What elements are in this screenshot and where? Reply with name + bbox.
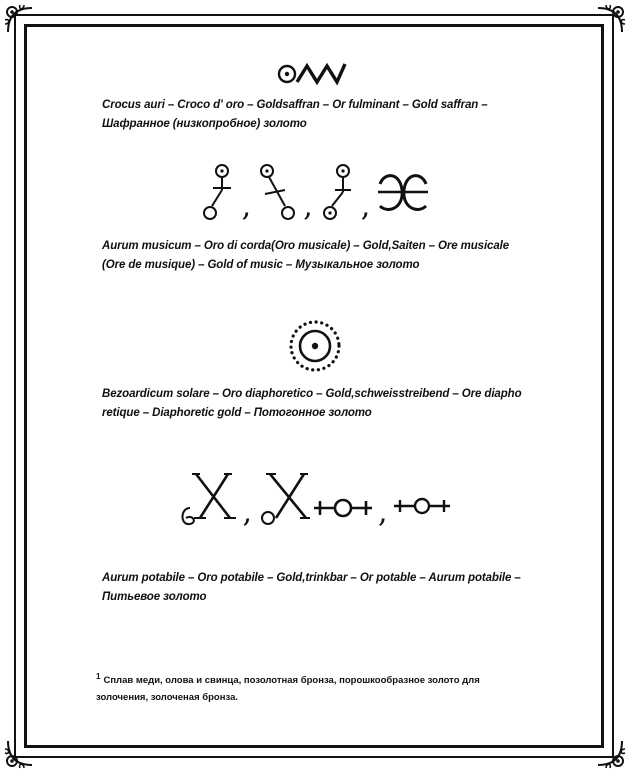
cross-circle-cross-symbol-icon: [392, 468, 452, 530]
dotted-sun-circle-icon: [287, 318, 343, 374]
symbol-separator: ,: [360, 189, 371, 224]
gold-tin-symbol-icon: [198, 162, 238, 224]
entry-aurum-musicum: [102, 237, 572, 275]
footnote-line: [96, 668, 566, 689]
entry-text-line: Шафранное (низкопробное) золото: [102, 118, 307, 130]
corner-ornament-icon: [594, 2, 628, 36]
footnote-line: золочения, золоченая бронза.: [96, 692, 238, 704]
entry-text-line: Bezoardicum solare – Oro diaphoretico – Gold,schweisstreibend – Ore diapho: [102, 388, 522, 400]
gold-copper-symbol-icon: [317, 162, 357, 224]
corner-ornament-icon: [2, 737, 36, 771]
aurum-musicum-ligature-icon: [374, 162, 432, 224]
entry-text-line: Aurum potabile – Oro potabile – Gold,trinkbar – Or potable – Aurum potabile –: [102, 572, 521, 584]
symbol-separator: ,: [303, 189, 313, 224]
entry-crocus-auri: [102, 96, 572, 134]
aurum-musicum-symbol-row: [0, 162, 630, 224]
entry-text-line: (Ore de musique) – Gold of music – Музыкальное золото: [102, 259, 420, 271]
crocus-auri-symbol-icon: [275, 58, 355, 88]
aurum-potabile-x-script-icon: [178, 468, 238, 530]
cross-circle-cross-symbol-icon: [312, 468, 374, 530]
symbol-separator: ,: [378, 495, 388, 530]
crocus-auri-symbol-row: [0, 58, 630, 88]
entry-aurum-potabile: [102, 569, 572, 607]
footnote-text: Сплав меди, олова и свинца, позолотная бронза, порошкообразное золото для: [103, 675, 480, 687]
aurum-potabile-symbol-row: [0, 468, 630, 530]
aurum-potabile-x-circle-icon: [256, 468, 312, 530]
entry-text-line: Crocus auri – Croco d' oro – Goldsaffran – Or fulminant – Gold saffran –: [102, 99, 488, 111]
corner-ornament-icon: [2, 2, 36, 36]
symbol-separator: ,: [241, 189, 252, 224]
footnote: [96, 668, 566, 706]
entry-text-line: retique – Diaphoretic gold – Потогонное золото: [102, 407, 372, 419]
bezoardicum-symbol-row: [0, 318, 630, 374]
gold-lead-symbol-icon: [255, 162, 299, 224]
entry-bezoardicum-solare: [102, 385, 572, 423]
footnote-marker: 1: [96, 672, 101, 681]
entry-text-line: Aurum musicum – Oro di corda(Oro musicale) – Gold,Saiten – Ore musicale: [102, 240, 510, 252]
corner-ornament-icon: [594, 737, 628, 771]
symbol-separator: ,: [242, 495, 252, 530]
entry-text-line: Питьевое золото: [102, 591, 207, 603]
